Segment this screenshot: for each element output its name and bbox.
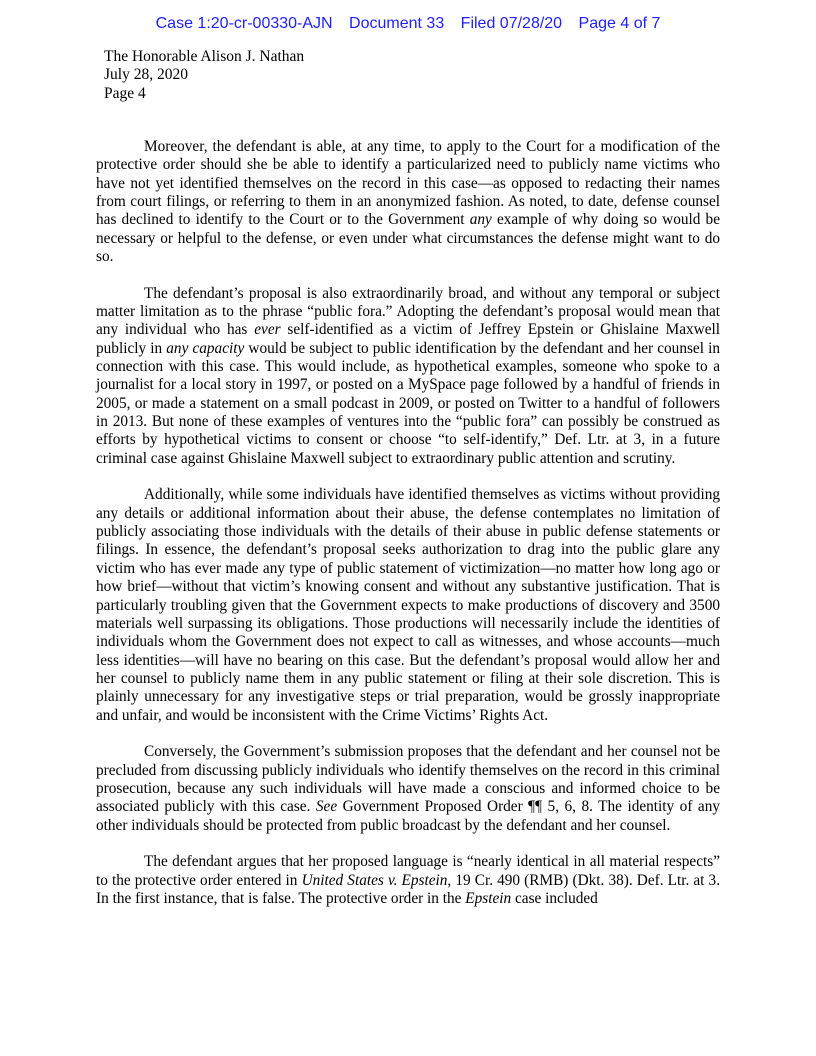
paragraph-text: would be subject to public identification by the defendant and her counsel in connection with this case. This would include, as hypothetical examples, someone who spoke to a journalist for a local story in 1997, or posted on a MySpace page followed by a handful of friends in 2005, or made a statement on a small podcast in 2009, or posted on Twitter to a handful of followers in 2013. But none of these examples of ventures into the “public fora” can possibly be construed as efforts by hypothetical victims to consent or choose “to self-identify,” Def. Ltr. at 3, in a future criminal case against Ghislaine Maxwell subject to extraordinary public attention and scrutiny. [96,339,720,467]
addressee: The Honorable Alison J. Nathan [104,48,305,65]
italic-text: United States v. Epstein [301,871,448,889]
paragraph-text: Conversely, the Government’s submission proposes that the defendant and her counsel not be precluded from discussing publicly individuals who identify themselves on the record in this criminal prosecution, because any such individuals will have made a conscious and informed choice to be associated publicly with this case. [96,743,720,816]
italic-text: ever [254,321,281,339]
paragraph-text: Moreover, the defendant is able, at any time, to apply to the Court for a modification of the protective order should she be able to identify a particularized need to publicly name victims who have not yet identified themselves on the record in this case—as opposed to redacting their names from court filings, or referring to them in an anonymized fashion. As noted, to date, defense counsel has declined to identify to the Court or to the Government [96,138,720,229]
page-count: Page 4 of 7 [578,15,661,32]
paragraph-text: , 19 Cr. 490 (RMB) (Dkt. 38). Def. Ltr. at 3. In the first instance, that is false. The protective order in the [96,871,721,907]
filed-date: Filed 07/28/20 [460,15,563,32]
document-number: Document 33 [349,15,445,32]
paragraph-text: case included [511,889,598,907]
letter-page-number: Page 4 [104,84,146,102]
body-paragraph [96,285,720,468]
italic-text: any [469,211,492,229]
italic-text: Epstein [465,889,512,907]
italic-text: See [315,798,338,816]
body-paragraph [96,486,720,724]
paragraph-text: self-identified as a victim of Jeffrey Epstein or Ghislaine Maxwell publicly in [96,321,720,357]
paragraph-text: The defendant’s proposal is also extraordinarily broad, and without any temporal or subject matter limitation as to the phrase “public fora.” Adopting the defendant’s proposal would mean that any individual who has [96,284,720,339]
letter-body [96,138,720,927]
paragraph-text: Additionally, while some individuals have identified themselves as victims without providing any details or additional information about their abuse, the defense contemplates no limitation of publicly associating those individuals with the details of their abuse in public defense statements or filings. In essence, the defendant’s proposal seeks authorization to drag into the public glare any victim who has ever made any type of public statement of victimization—no matter how long ago or how brief—without that victim’s knowing consent and without any substantive justification. That is particularly troubling given that the Government expects to make productions of discovery and 3500 materials well surpassing its obligations. Those productions will necessarily include the identities of individuals whom the Government does not expect to call as witnesses, and whose accounts—much less identities—will have no bearing on this case. But the defendant’s proposal would allow her and her counsel to publicly name them in any public statement or filing at their sole discretion. This is plainly unnecessary for any investigative steps or trial preparation, would be grossly inappropriate and unfair, and would be inconsistent with the Crime Victims’ Rights Act. [96,486,720,724]
paragraph-text: The defendant argues that her proposed language is “nearly identical in all material respects” to the protective order entered in [96,853,720,889]
case-header [0,14,816,34]
letter-header [104,48,304,103]
paragraph-text: Government Proposed Order ¶¶ 5, 6, 8. The identity of any other individuals should be protected from public broadcast by the defendant and her counsel. [96,798,720,834]
letter-date: July 28, 2020 [104,66,188,84]
paragraph-text: example of why doing so would be necessary or helpful to the defense, or even under what circumstances the defense might want to do so. [96,211,720,266]
body-paragraph [96,138,720,266]
body-paragraph [96,743,720,835]
italic-text: any capacity [166,339,245,357]
body-paragraph [96,853,720,908]
case-number: Case 1:20-cr-00330-AJN [155,15,333,32]
